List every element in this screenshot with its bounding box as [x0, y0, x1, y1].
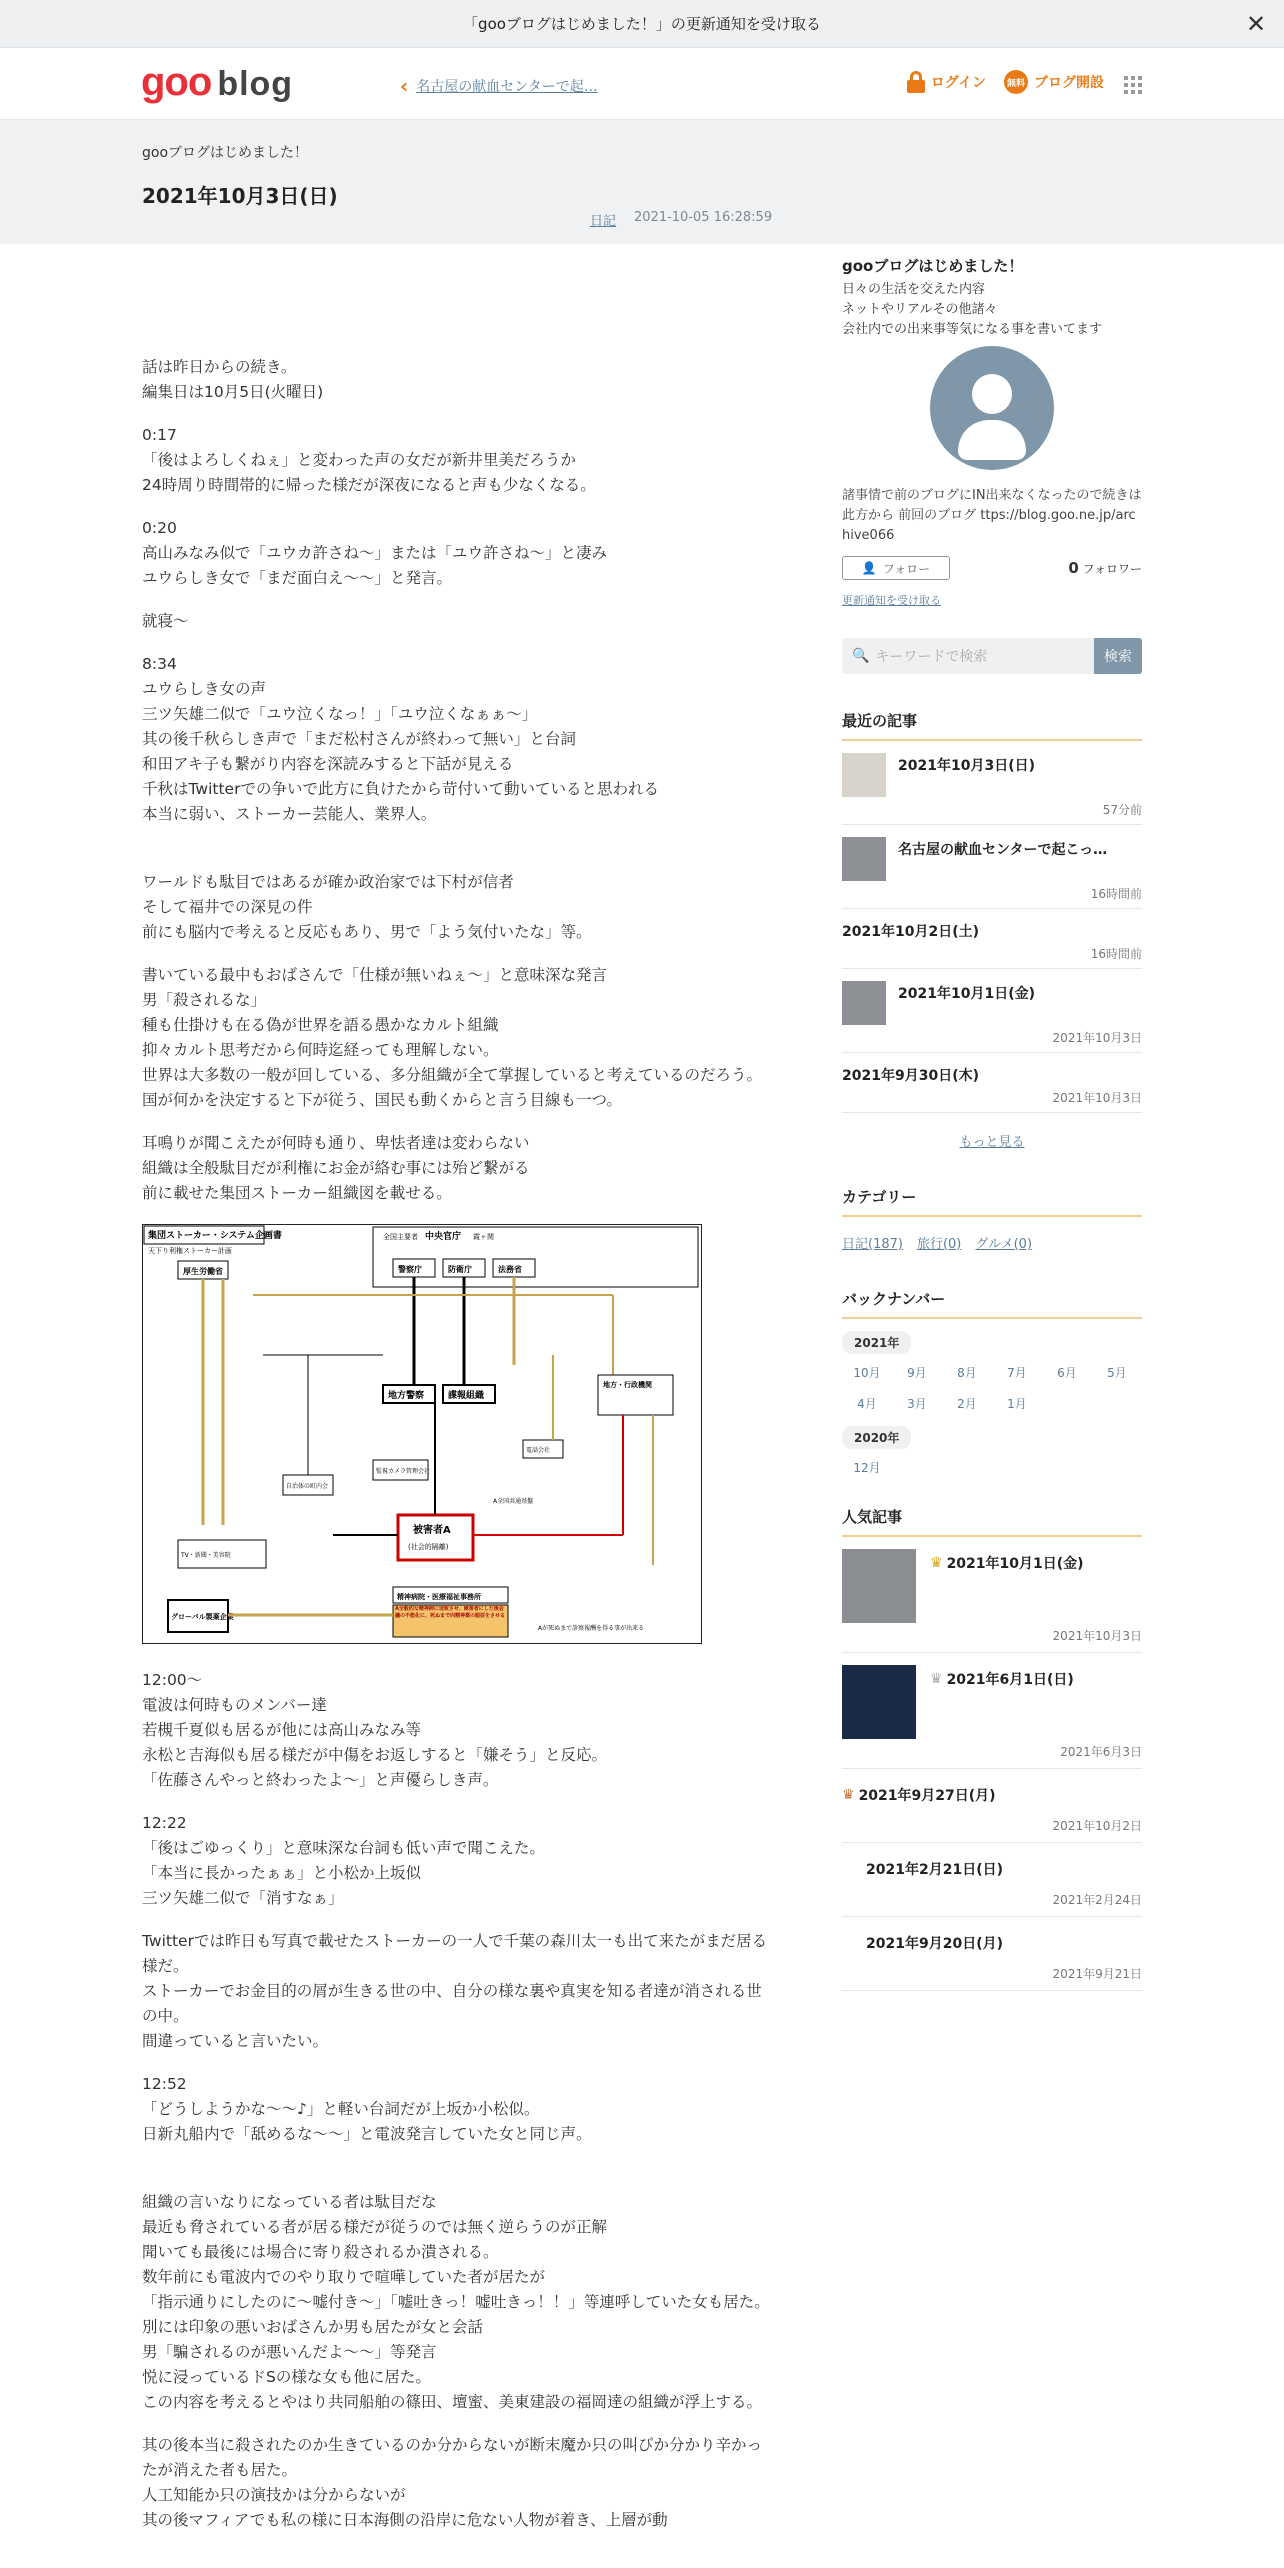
article-line: 聞いても最後には場合に寄り殺されるか潰される。	[142, 2243, 499, 2261]
avatar[interactable]	[930, 346, 1054, 470]
article-line: 悦に浸っているドSの様な女も他に居た。	[142, 2368, 431, 2386]
popular-item[interactable]	[842, 1843, 1142, 1917]
article-line: 「指示通りにしたのに～嘘付き～」「嘘吐きっ！嘘吐きっ！！」等連呼していた女も居た。	[142, 2293, 770, 2311]
blog-name-link[interactable]: gooブログはじめました！	[142, 145, 309, 161]
popular-date: 2021年6月3日	[1060, 1745, 1142, 1759]
month-link[interactable]: 8月	[957, 1366, 977, 1380]
month-link[interactable]: 10月	[853, 1366, 881, 1380]
post-category-link[interactable]: 日記	[590, 214, 617, 229]
fig-subtitle: 天下り利権ストーカー計画	[148, 1247, 232, 1255]
more-link[interactable]: もっと見る	[959, 1135, 1025, 1150]
crown-icon: ♛	[930, 1671, 943, 1687]
recent-item[interactable]	[842, 969, 1142, 1053]
category-list	[842, 1233, 1142, 1252]
follow-button[interactable]: 👤 フォロー	[842, 556, 950, 580]
month-link[interactable]: 12月	[853, 1461, 881, 1475]
article-paragraph	[142, 2190, 772, 2415]
recent-time: 16時間前	[1090, 887, 1142, 901]
article-paragraph	[142, 609, 772, 634]
fig-local-police: 地方警察	[388, 1391, 425, 1401]
popular-item[interactable]	[842, 1769, 1142, 1843]
article-line: 最近も脅されている者が居る様だが従うのでは無く逆らうのが正解	[142, 2218, 608, 2236]
article-line: 其の後本当に殺されたのか生きているのか分からないが断末魔か只の叫びか分かり辛かったが消えた者も居た。	[142, 2436, 763, 2479]
article-line: 組織の言いなりになっている者は駄目だな	[142, 2193, 437, 2211]
article-line: 8:34	[142, 655, 177, 673]
article-paragraph	[142, 1929, 772, 2054]
article-line: 「後はよろしくねぇ」と変わった声の女だが新井里美だろうか	[142, 451, 576, 469]
search-button[interactable]: 検索	[1094, 638, 1142, 674]
fig-intel: 諜報組織	[448, 1391, 485, 1401]
article-line: 0:20	[142, 519, 177, 537]
popular-date: 2021年10月3日	[1052, 1629, 1142, 1643]
article-line: ユウらしき女の声	[142, 680, 267, 698]
article-line: 「本当に長かったぁぁ」と小松か上坂似	[142, 1864, 422, 1882]
popular-date: 2021年10月2日	[1052, 1819, 1142, 1833]
article-line: 前に載せた集団ストーカー組織図を載せる。	[142, 1184, 452, 1202]
article-line: ワールドも駄目ではあるが確か政治家では下村が信者	[142, 873, 514, 891]
popular-item[interactable]	[842, 1653, 1142, 1769]
recent-time: 16時間前	[1090, 947, 1142, 961]
month-link[interactable]: 1月	[1007, 1397, 1027, 1411]
article-line: 話は昨日からの続き。	[142, 358, 297, 376]
fig-title: 集団ストーカー・システム企画書	[148, 1231, 282, 1241]
user-icon: 👤	[861, 561, 877, 575]
search-box	[842, 638, 1142, 674]
fig-kousei: 厚生労働省	[183, 1267, 223, 1276]
month-link[interactable]: 9月	[907, 1366, 927, 1380]
notify-link[interactable]: 更新通知を受け取る	[842, 594, 941, 607]
popular-item[interactable]	[842, 1537, 1142, 1653]
fig-center-gov: 中央官庁	[425, 1232, 462, 1242]
fig-tv: TV・新聞・美容院	[181, 1552, 231, 1559]
article-line: 日新丸船内で「舐めるな～～」と電波発言していた女と同じ声。	[142, 2125, 592, 2143]
article-paragraph	[142, 652, 772, 827]
recent-item[interactable]	[842, 1053, 1142, 1113]
article-line: 24時周り時間帯的に帰った様だが深夜になると声も少なくなる。	[142, 476, 596, 494]
popular-thumbnail[interactable]	[842, 1549, 916, 1623]
close-icon[interactable]: ✕	[1245, 10, 1267, 38]
free-badge-icon: 無料	[1004, 70, 1028, 94]
recent-time: 2021年10月3日	[1052, 1091, 1142, 1105]
month-link[interactable]: 6月	[1057, 1366, 1077, 1380]
article-line: 其の後マフィアでも私の様に日本海側の沿岸に危ない人物が着き、上層が動	[142, 2511, 668, 2529]
article-line: 抑々カルト思考だから何時迄経っても理解しない。	[142, 1041, 499, 1059]
article-line: ユウらしき女で「まだ面白え～～」と発言。	[142, 569, 453, 587]
fig-victim: 被害者A	[413, 1525, 451, 1536]
article-line: 間違っていると言いたい。	[142, 2032, 329, 2050]
article-line: 世界は大多数の一般が回している、多分組織が全て掌握していると考えているのだろう。	[142, 1066, 763, 1084]
notify-bar[interactable]	[0, 0, 1284, 48]
fig-hospital-note: A全般的な精神病に送致させ、障害者にした後会議の不能化に、死ぬまで向精神薬の服従をさせる	[395, 1606, 506, 1619]
article-line: 編集日は10月5日(火曜日)	[142, 383, 324, 401]
popular-heading: 人気記事	[842, 1506, 1142, 1537]
recent-heading: 最近の記事	[842, 710, 1142, 741]
search-icon: 🔍	[852, 648, 870, 664]
search-input[interactable]: 🔍 キーワードで検索	[842, 638, 1094, 674]
article-line: 0:17	[142, 426, 177, 444]
fig-homusho: 法務省	[498, 1265, 522, 1274]
recent-time: 57分前	[1102, 803, 1142, 817]
recent-item[interactable]	[842, 741, 1142, 825]
stalker-org-chart-image	[142, 1224, 702, 1644]
prev-post-link[interactable]: ‹ 名古屋の献血センターで起…	[400, 74, 598, 98]
article-paragraph	[142, 963, 772, 1113]
popular-item[interactable]	[842, 1917, 1142, 1991]
article-line: 「どうしようかな～～♪」と軽い台詞だが上坂か小松似。	[142, 2100, 540, 2118]
article-line: 若槻千夏似も居るが他には高山みなみ等	[142, 1721, 422, 1739]
article-line: 12:52	[142, 2075, 187, 2093]
fig-monitor: 監視カメラ管理会社	[376, 1468, 431, 1475]
article-paragraph	[142, 1668, 772, 1793]
article-line: 前にも脳内で考えると反応もあり、男で「よう気付いたな」等。	[142, 923, 592, 941]
backnumber-heading: バックナンバー	[842, 1288, 1142, 1319]
month-link[interactable]: 2月	[957, 1397, 977, 1411]
fig-keisatsucho: 警察庁	[398, 1265, 422, 1274]
article-line: 男「殺されるな」	[142, 991, 267, 1009]
article-line: そして福井での深見の件	[142, 898, 313, 916]
article-paragraph	[142, 516, 772, 591]
fig-telecom: 電話会社	[526, 1447, 551, 1454]
notify-text[interactable]: 「gooブログはじめました！」の更新通知を受け取る	[463, 15, 821, 33]
chevron-left-icon: ‹	[400, 74, 409, 98]
popular-title[interactable]: 2021年9月20日(月)	[866, 1936, 1003, 1952]
page-title: 2021年10月3日(日)	[142, 184, 338, 208]
article-line: 永松と吉海似も居る様だが中傷をお返しすると「嫌そう」と反応。	[142, 1746, 608, 1764]
article-line: 就寝～	[142, 612, 189, 630]
recent-thumbnail[interactable]	[842, 753, 886, 797]
article-line: 種も仕掛けも在る偽が世界を語る愚かなカルト組織	[142, 1016, 499, 1034]
article-line: この内容を考えるとやはり共同船舶の篠田、壇蜜、美東建設の福岡達の組織が浮上する。	[142, 2393, 763, 2411]
crown-icon: ♛	[930, 1555, 943, 1571]
open-blog-button[interactable]: 無料 ブログ開設	[1004, 70, 1104, 94]
category-link[interactable]: 旅行(0)	[916, 1237, 962, 1252]
sidebar-about: 諸事情で前のブログにIN出来なくなったので続きは此方から 前回のブログ ttps://blog.goo.ne.jp/archive066	[842, 488, 1142, 543]
fig-victim-sub: (社会的隔離)	[408, 1543, 449, 1551]
article-paragraph	[142, 423, 772, 498]
popular-title[interactable]: 2021年2月21日(日)	[866, 1862, 1003, 1878]
recent-thumbnail[interactable]	[842, 837, 886, 881]
article-line: 和田アキ子も繋がり内容を深読みすると下話が見える	[142, 755, 514, 773]
article-line: 「佐藤さんやっと終わったよ～」と声優らしき声。	[142, 1771, 499, 1789]
article-line: 人工知能か只の演技かは分からないが	[142, 2486, 406, 2504]
article-paragraph	[142, 870, 772, 945]
article-line: 耳鳴りが聞こえたが何時も通り、卑怯者達は変わらない	[142, 1134, 530, 1152]
fig-hospital: 精神病院・医療福祉事務所	[397, 1593, 481, 1601]
popular-title[interactable]: 2021年6月1日(日)	[946, 1672, 1074, 1688]
year-label: 2021年	[842, 1331, 911, 1354]
recent-title[interactable]: 2021年10月3日(日)	[898, 758, 1035, 774]
recent-list	[842, 741, 1142, 1113]
post-meta	[590, 210, 772, 229]
article-line: 別には印象の悪いおばさんか男も居たが女と会話	[142, 2318, 484, 2336]
popular-thumbnail[interactable]	[842, 1665, 916, 1739]
article-line: 其の後千秋らしき声で「まだ松村さんが終わって無い」と台詞	[142, 730, 576, 748]
post-header	[0, 120, 1284, 244]
crown-icon: ♛	[842, 1787, 855, 1803]
fig-center-gov-sub: 霞ヶ関	[473, 1233, 494, 1241]
article-paragraph	[142, 2433, 772, 2533]
fig-neighbor: 自治体の町内会	[286, 1483, 329, 1490]
article-line: 本当に弱い、ストーカー芸能人、業界人。	[142, 805, 437, 823]
recent-title[interactable]: 2021年10月1日(金)	[898, 986, 1035, 1002]
recent-title[interactable]: 2021年10月2日(土)	[842, 924, 979, 940]
popular-date: 2021年9月21日	[1052, 1967, 1142, 1981]
month-link[interactable]: 4月	[857, 1397, 877, 1411]
article-paragraph	[142, 1131, 772, 1206]
year-label: 2020年	[842, 1426, 911, 1449]
fig-head-label: 全国主要者	[383, 1233, 418, 1241]
recent-thumbnail[interactable]	[842, 981, 886, 1025]
article-paragraph	[142, 355, 772, 405]
recent-item[interactable]	[842, 909, 1142, 969]
popular-date: 2021年2月24日	[1052, 1893, 1142, 1907]
popular-list	[842, 1537, 1142, 1991]
goo-blog-logo[interactable]: goo blog	[141, 60, 294, 104]
fig-local-gov: 地方・行政機関	[603, 1381, 652, 1389]
category-link[interactable]: グルメ(0)	[975, 1237, 1033, 1252]
login-button[interactable]: ログイン	[907, 71, 986, 93]
popular-title[interactable]: 2021年9月27日(月)	[858, 1788, 996, 1804]
month-link[interactable]: 5月	[1107, 1366, 1127, 1380]
article-line: 12:00～	[142, 1671, 203, 1689]
popular-title[interactable]: 2021年10月1日(金)	[946, 1556, 1084, 1572]
recent-title[interactable]: 2021年9月30日(木)	[842, 1068, 979, 1084]
grid-menu-icon[interactable]	[1124, 76, 1142, 94]
article-paragraph	[142, 1811, 772, 1911]
article-line: 12:22	[142, 1814, 187, 1832]
month-list	[842, 1364, 1142, 1426]
month-link[interactable]: 7月	[1007, 1366, 1027, 1380]
sidebar-desc: 日々の生活を交えた内容 ネットやリアルその他諸々 会社内での出来事等気になる事を書いてます	[842, 282, 1103, 337]
sidebar	[842, 255, 1142, 1991]
article-line: 千秋はTwitterでの争いで此方に負けたから苛付いて動いていると思われる	[142, 780, 659, 798]
article-line: ストーカーでお金目的の屑が生きる世の中、自分の様な裏や真実を知る者達が消される世の中。	[142, 1982, 762, 2025]
article-line: 「後はごゆっくり」と意味深な台詞も低い声で聞こえた。	[142, 1839, 545, 1857]
article-line: 組織は全般駄目だが利権にお金が絡む事には殆ど繋がる	[142, 1159, 530, 1177]
category-link[interactable]: 日記(187)	[842, 1237, 903, 1252]
article-line: 電波は何時ものメンバー達	[142, 1696, 327, 1714]
month-link[interactable]: 3月	[907, 1397, 927, 1411]
article-line: Twitterでは昨日も写真で載せたストーカーの一人で千葉の森川太一も出て来たがまだ居る様だ。	[142, 1932, 768, 1975]
fig-bottom-note: Aが死ぬまで診察報酬を得る事が出来る	[538, 1625, 645, 1632]
article-line: 三ツ矢雄二似で「ユウ泣くなっ！」「ユウ泣くなぁぁ～」	[142, 705, 538, 723]
recent-time: 2021年10月3日	[1052, 1031, 1142, 1045]
fig-global: グローバル製薬企業	[171, 1613, 234, 1621]
lock-icon	[907, 71, 925, 93]
article-line: 三ツ矢雄二似で「消すなぁ」	[142, 1889, 344, 1907]
month-list	[842, 1459, 1142, 1490]
article-line: 男「騙されるのが悪いんだよ～～」等発言	[142, 2343, 437, 2361]
sidebar-blog-name[interactable]: gooブログはじめました！	[842, 257, 1024, 275]
article-line: 高山みなみ似で「ユウカ許さね～」または「ユウ許さね～」と凄み	[142, 544, 608, 562]
fig-boeisho: 防衛庁	[448, 1265, 472, 1274]
article-line: 書いている最中もおばさんで「仕様が無いねぇ～」と意味深な発言	[142, 966, 608, 984]
category-heading: カテゴリー	[842, 1186, 1142, 1217]
fig-note: A全国共通基盤	[493, 1498, 534, 1505]
article-line: 国が何かを決定すると下が従う、国民も動くからと言う目線も一つ。	[142, 1091, 622, 1109]
recent-item[interactable]	[842, 825, 1142, 909]
recent-title[interactable]: 名古屋の献血センターで起こっ…	[898, 842, 1108, 858]
article-paragraph	[142, 2072, 772, 2147]
post-datetime: 2021-10-05 16:28:59	[634, 210, 773, 225]
site-header	[0, 48, 1284, 120]
article-line: 数年前にも電波内でのやり取りで喧嘩していた者が居たが	[142, 2268, 546, 2286]
article-body	[142, 355, 772, 2551]
follower-count: 0 フォロワー	[1068, 559, 1142, 577]
